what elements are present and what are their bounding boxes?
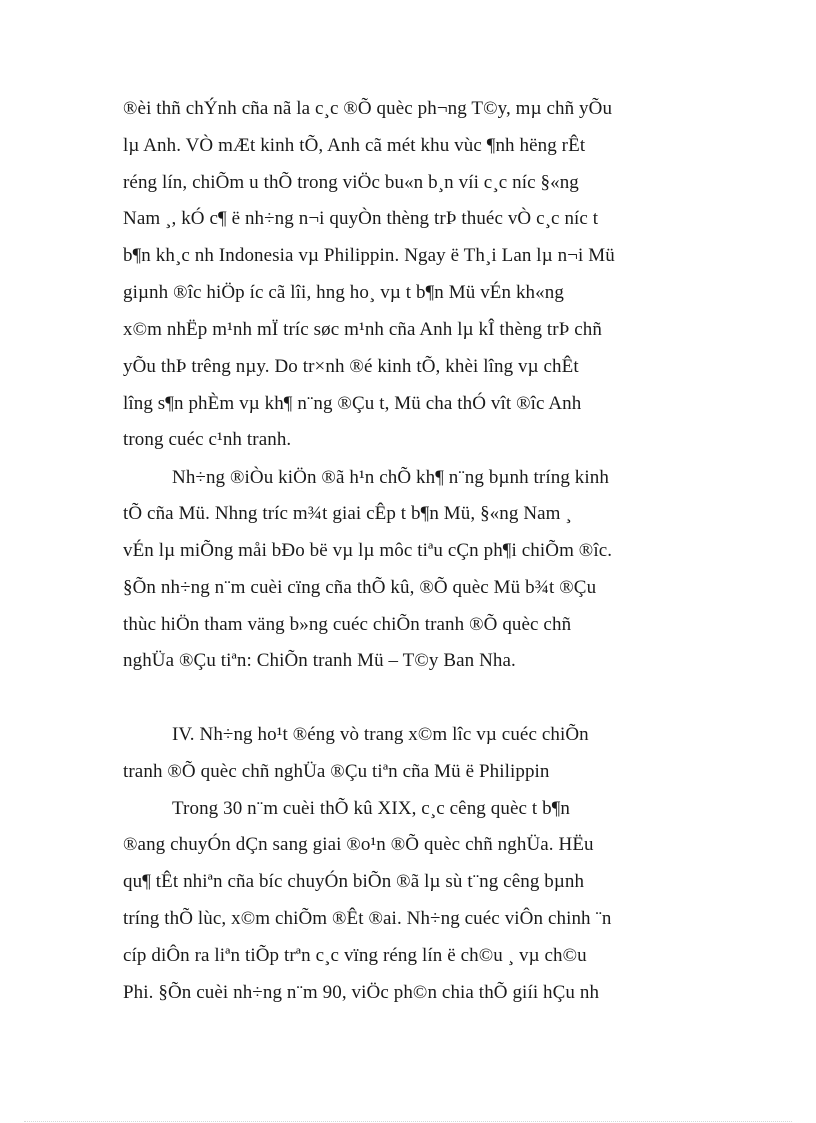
text-line: nghÜa ®Çu tiªn: ChiÕn tranh Mü – T©y Ban Nha. — [123, 650, 516, 671]
text-line: §Õn nh÷ng n¨m cuèi cïng cña thÕ kû, ®Õ quèc Mü b¾t ®Çu — [123, 577, 597, 598]
text-line: ®èi thñ chÝnh cña nã la c¸c ®Õ quèc ph¬ng T©y, mµ chñ yÕu — [123, 98, 613, 119]
text-line: lµ Anh. VÒ mÆt kinh tÕ, Anh cã mét khu vùc ¶nh hëng rÊt — [123, 135, 586, 156]
text-line: tÕ cña Mü. Nhng tríc m¾t giai cÊp t b¶n Mü, §«ng Nam ¸ — [123, 503, 572, 524]
text-line: lîng s¶n phÈm vµ kh¶ n¨ng ®Çu t, Mü cha thÓ vît ®îc Anh — [123, 393, 582, 414]
text-line: x©m nhËp m¹nh mÏ tríc søc m¹nh cña Anh lµ kÎ thèng trÞ chñ — [123, 319, 602, 340]
section-heading: IV. Nh÷ng ho¹t ®éng vò trang x©m lîc vµ cuéc chiÕn — [172, 724, 589, 745]
text-line: cíp diÔn ra liªn tiÕp trªn c¸c vïng réng lín ë ch©u ¸ vµ ch©u — [123, 945, 587, 966]
text-line: vÉn lµ miÕng måi bÐo bë vµ lµ môc tiªu cÇn ph¶i chiÕm ®îc. — [123, 540, 613, 561]
text-line: trong cuéc c¹nh tranh. — [123, 429, 292, 450]
text-line: giµnh ®îc hiÖp íc cã lîi, hng ho¸ vµ t b¶n Mü vÉn kh«ng — [123, 282, 564, 303]
text-line: Nh÷ng ®iÒu kiÖn ®ã h¹n chÕ kh¶ n¨ng bµnh tríng kinh — [172, 467, 609, 488]
text-line: tríng thÕ lùc, x©m chiÕm ®Êt ®ai. Nh÷ng cuéc viÔn chinh ¨n — [123, 908, 612, 929]
text-line: b¶n kh¸c nh Indonesia vµ Philippin. Ngay ë Th¸i Lan lµ n¬i Mü — [123, 245, 615, 266]
page-bottom-divider — [24, 1121, 792, 1122]
text-line: yÕu thÞ trêng nµy. Do tr×nh ®é kinh tÕ, khèi lîng vµ chÊt — [123, 356, 579, 377]
text-line: Nam ¸, kÓ c¶ ë nh÷ng n¬i quyÒn thèng trÞ thuéc vÒ c¸c níc t — [123, 208, 599, 229]
text-line: qu¶ tÊt nhiªn cña bíc chuyÓn biÕn ®ã lµ sù t¨ng cêng bµnh — [123, 871, 585, 892]
section-heading: tranh ®Õ quèc chñ nghÜa ®Çu tiªn cña Mü ë Philippin — [123, 761, 550, 782]
text-line: réng lín, chiÕm u thÕ trong viÖc bu«n b¸n víi c¸c níc §«ng — [123, 172, 579, 193]
text-line: thùc hiÖn tham väng b»ng cuéc chiÕn tranh ®Õ quèc chñ — [123, 614, 572, 635]
text-line: Phi. §Õn cuèi nh÷ng n¨m 90, viÖc ph©n chia thÕ giíi hÇu nh — [123, 982, 600, 1003]
text-line: ®ang chuyÓn dÇn sang giai ®o¹n ®Õ quèc chñ nghÜa. HËu — [123, 834, 594, 855]
text-line: Trong 30 n¨m cuèi thÕ kû XIX, c¸c cêng quèc t b¶n — [172, 798, 570, 819]
